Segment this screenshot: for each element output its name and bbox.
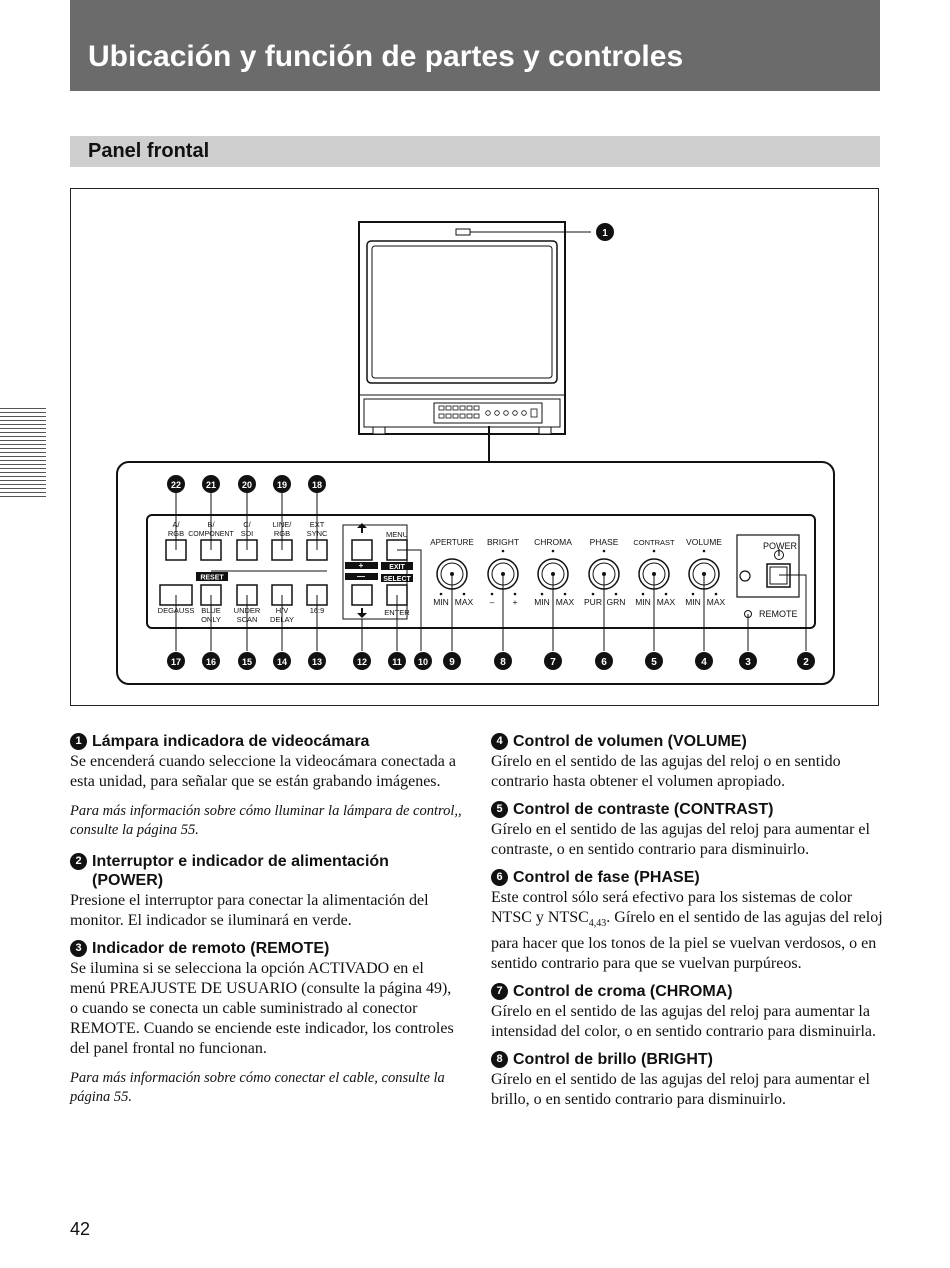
label-b-1: B/: [207, 520, 215, 529]
callout-4: 4: [701, 657, 707, 668]
front-panel-diagram: [71, 189, 880, 707]
bright-label: BRIGHT: [486, 537, 520, 547]
item-3-body: Se ilumina si se selecciona la opción ACTIVADO en el menú PREAJUSTE DE USUARIO (consulte la página 49), o cuando se conecta un cable suministrado al conector REMOTE. Cuando se enciende este indicador, los controles del panel frontal no funcionan.: [70, 960, 454, 1057]
callout-5: 5: [651, 657, 657, 668]
item-1-note: Para más información sobre cómo lluminar la lámpara de control,, consulte la página 55.: [70, 803, 462, 838]
item-number-badge: 8: [491, 1051, 508, 1068]
power-section: [737, 535, 799, 619]
chroma-min: MIN: [534, 597, 550, 607]
label-line-2: RGB: [273, 529, 291, 538]
label-degauss: DEGAUSS: [157, 606, 195, 615]
item-6-body: [491, 888, 883, 974]
item-heading-text: Interruptor e indicador de alimentación (POWER): [92, 853, 389, 889]
enter-label: ENTER: [384, 608, 410, 617]
reset-label: RESET: [200, 574, 224, 582]
item-number-badge: 7: [491, 983, 508, 1000]
callout-2: 2: [803, 657, 809, 668]
callout-7: 7: [550, 657, 556, 668]
aperture-min: MIN: [433, 597, 449, 607]
item-heading-text: Control de contraste (CONTRAST): [513, 801, 774, 818]
right-column: [491, 732, 883, 1110]
contrast-max: MAX: [656, 597, 676, 607]
label-c-2: SDI: [240, 529, 254, 538]
label-ext-2: SYNC: [306, 529, 328, 538]
label-under-1: UNDER: [233, 606, 261, 615]
phase-label: PHASE: [589, 537, 619, 547]
callout-6: 6: [601, 657, 607, 668]
callout-19: 19: [276, 480, 288, 490]
item-heading-text: Control de croma (CHROMA): [513, 983, 733, 1001]
item-number-badge: 5: [491, 801, 508, 818]
item-7-body: Gírelo en el sentido de las agujas del reloj para aumentar la intensidad del color, o en sentido contrario para disminuirla.: [491, 1003, 877, 1041]
label-under-2: SCAN: [236, 615, 258, 624]
callout-13: 13: [311, 657, 323, 667]
left-column: [70, 732, 462, 1107]
function-buttons-row: [158, 585, 327, 624]
label-a-2: RGB: [167, 529, 185, 538]
label-blue-2: ONLY: [201, 615, 221, 624]
item-number-badge: 2: [70, 853, 87, 870]
button-up[interactable]: [352, 540, 372, 560]
section-bar: [70, 136, 880, 167]
item-3-note: Para más información sobre cómo conectar el cable, consulte la página 55.: [70, 1070, 445, 1105]
minus-label: —: [357, 572, 365, 581]
phase-pur: PUR: [584, 597, 602, 607]
page-title: Ubicación y función de partes y controles: [88, 40, 684, 73]
item-2-heading: [70, 852, 462, 890]
item-7-heading: [491, 982, 883, 1001]
label-blue-1: BLUE: [201, 606, 221, 615]
item-6-body-a: Este control sólo será efectivo para los sistemas de color NTSC y NTSC: [491, 889, 853, 926]
label-hv-2: DELAY: [269, 615, 295, 624]
label-a-1: A/: [172, 520, 180, 529]
monitor-illustration: [359, 222, 591, 462]
label-c-1: C/: [243, 520, 251, 529]
item-heading-text: Control de volumen (VOLUME): [513, 733, 747, 750]
item-number-badge: 3: [70, 940, 87, 957]
callout-11: 11: [392, 657, 402, 667]
item-3-heading: [70, 939, 462, 958]
item-heading-text: Control de fase (PHASE): [513, 869, 700, 886]
item-6-body-sub: 4,43: [588, 918, 607, 930]
item-2-body: Presione el interruptor para conectar la alimentación del monitor. El indicador se iluminará en verde.: [70, 892, 429, 929]
item-1-heading: [70, 732, 462, 751]
contrast-label: CONTRAST: [633, 538, 675, 547]
contrast-min: MIN: [635, 597, 651, 607]
chroma-label: CHROMA: [534, 537, 572, 547]
volume-label: VOLUME: [686, 537, 722, 547]
item-number-badge: 4: [491, 733, 508, 750]
page-number: 42: [70, 1219, 91, 1239]
section-title: Panel frontal: [88, 140, 210, 162]
callout-10: 10: [417, 657, 429, 667]
select-label: SELECT: [383, 576, 411, 583]
item-number-badge: 1: [70, 733, 87, 750]
label-ratio: 16:9: [309, 606, 325, 615]
remote-label: REMOTE: [759, 609, 798, 619]
callout-15: 15: [241, 657, 253, 667]
item-heading-text: Lámpara indicadora de videocámara: [92, 733, 370, 750]
item-number-badge: 6: [491, 869, 508, 886]
bright-plus: +: [512, 597, 518, 607]
callout-8: 8: [500, 657, 506, 668]
item-4-body: Gírelo en el sentido de las agujas del reloj o en sentido contrario hasta obtener el volumen apropiado.: [491, 753, 841, 790]
volume-min: MIN: [685, 597, 701, 607]
callout-20: 20: [241, 480, 253, 490]
button-down[interactable]: [352, 585, 372, 605]
callout-16: 16: [205, 657, 217, 667]
item-6-body-b: . Gírelo en el sentido de las agujas del reloj para hacer que los tonos de la piel se vuelvan verdosos, o en sentido contrario para que se vuelvan purpúreos.: [491, 909, 883, 973]
phase-grn: GRN: [606, 597, 626, 607]
item-4-heading: [491, 732, 883, 751]
label-line-1: LINE/: [272, 520, 292, 529]
arrow-down-icon: [357, 608, 367, 618]
item-1-body: Se encenderá cuando seleccione la videocámara conectada a esta unidad, para señalar que se están grabando imágenes.: [70, 753, 456, 790]
label-b-2: COMPONENT: [188, 531, 234, 538]
chapter-tab-marker: [0, 408, 46, 500]
callout-12: 12: [356, 657, 368, 667]
label-hv-1: H/V: [275, 606, 289, 615]
callout-3: 3: [745, 657, 751, 668]
title-bar: [70, 0, 880, 91]
chroma-max: MAX: [555, 597, 575, 607]
menu-label: MENU: [385, 530, 409, 539]
item-5-heading: [491, 800, 883, 819]
exit-label: EXIT: [389, 564, 405, 571]
callout-17: 17: [170, 657, 182, 667]
plus-label: +: [358, 561, 364, 570]
power-indicator-icon: [740, 571, 750, 581]
aperture-max: MAX: [454, 597, 474, 607]
knobs-row: [430, 537, 725, 607]
callout-21: 21: [205, 480, 217, 490]
callout-22: 22: [170, 480, 182, 490]
menu-navigation-block: [343, 523, 413, 619]
callout-18: 18: [311, 480, 323, 490]
callout-14: 14: [276, 657, 288, 667]
item-8-body: Gírelo en el sentido de las agujas del reloj para aumentar el brillo, o en sentido contrario para disminuirlo.: [491, 1071, 870, 1109]
callout-1: 1: [602, 228, 608, 239]
item-5-body: Gírelo en el sentido de las agujas del reloj para aumentar el contraste, o en sentido contrario para disminuirlo.: [491, 821, 870, 858]
volume-max: MAX: [706, 597, 726, 607]
item-6-heading: [491, 868, 883, 887]
bright-minus: –: [489, 597, 495, 607]
callout-9: 9: [449, 657, 455, 668]
item-heading-text: Indicador de remoto (REMOTE): [92, 940, 330, 957]
label-ext-1: EXT: [309, 520, 325, 529]
item-heading-text: Control de brillo (BRIGHT): [513, 1051, 713, 1069]
aperture-label: APERTURE: [430, 538, 474, 547]
front-panel-figure: [70, 188, 879, 706]
item-8-heading: [491, 1050, 883, 1069]
power-label: POWER: [762, 541, 798, 551]
